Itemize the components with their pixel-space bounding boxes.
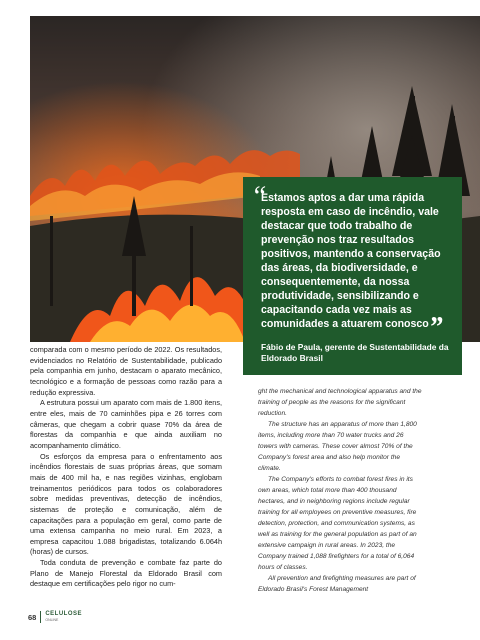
close-quote-icon: ”: [428, 312, 443, 343]
page-number: 68: [28, 612, 37, 622]
pull-quote: “ Estamos aptos a dar uma rápida resposta em caso de incêndio, vale destacar que todo trabalho de prevenção nos traz resultados positivos, mantendo a conservação das áreas, da biodiversidade, e consequentemente, da nossa produtividade, sensibilizando e capacitando cada vez mais as comunidades a atuarem conosco” Fábio de Paula, gerente de Sustentabilidade da Eldorado Brasil: [243, 177, 462, 375]
paragraph: The structure has an apparatus of more than 1,800 items, including more than 70 water trucks and 26 towers with cameras. These cover almost 70% of the Company's forest area and also help monitor the climate.: [258, 421, 417, 472]
quote-author: Fábio de Paula, gerente de Sustentabilidade da Eldorado Brasil: [261, 342, 449, 363]
publication-logo: CELULOSE ONLINE: [45, 611, 83, 622]
paragraph: All prevention and firefighting measures are part of Eldorado Brasil's Forest Management: [258, 575, 416, 593]
page-footer: [28, 610, 82, 624]
footer-divider: [40, 611, 41, 623]
right-column: [258, 386, 422, 595]
paragraph: ght the mechanical and technological apparatus and the training of people as the reasons for the significant reduction.: [258, 388, 422, 417]
paragraph: The Company's efforts to combat forest fires in its own areas, which total more than 400 thousand hectares, and in neighboring regions include regular training for all employees on preventive measures, fire detection, protection, and communication systems, as well as training for the general population as part of an extensive campaign in rural areas. In 2023, the Company trained 1,088 firefighters for a total of 6,064 hours of classes.: [258, 476, 417, 571]
quote-text: Estamos aptos a dar uma rápida resposta em caso de incêndio, vale destacar que todo trabalho de prevenção nos traz resultados positivos, mantendo a conservação das áreas, da biodiversidade, e consequentemente, da nossa produtividade, sensibilizando e capacitando cada vez mais as comunidades a atuarem conosco”: [261, 192, 443, 343]
paragraph: Toda conduta de prevenção e combate faz parte do Plano de Manejo Florestal da Eldorado Brasil com destaque em certificações pelo rigor no cum-: [30, 558, 222, 589]
paragraph: A estrutura possui um aparato com mais de 1.800 itens, entre eles, mais de 70 caminhões pipa e 26 torres com câmeras, que chegam a cobrir quase 70% da área de florestas da companhia e que ainda auxiliam no acompanhamento climático.: [30, 398, 222, 450]
left-column: [30, 345, 222, 590]
paragraph: comparada com o mesmo período de 2022. Os resultados, evidenciados no Relatório de Sustentabilidade, publicado pela companhia em junho, destacam o aparato mecânico, tecnológico e a formação de pessoas como razão para a redução expressiva.: [30, 345, 222, 397]
paragraph: Os esforços da empresa para o enfrentamento aos incêndios florestais de suas próprias áreas, que somam mais de 400 mil ha, e nas regiões vizinhas, englobam treinamentos periódicos para todos os colaboradores sobre medidas preventivas, detecção de incêndios, sistemas de proteção e comunicação, além de capacitações para a população em geral, como parte de uma extensa campanha no meio rural. Em 2023, a empresa capacitou 1.088 brigadistas, totalizando 6.064h (horas) de cursos.: [30, 451, 222, 557]
